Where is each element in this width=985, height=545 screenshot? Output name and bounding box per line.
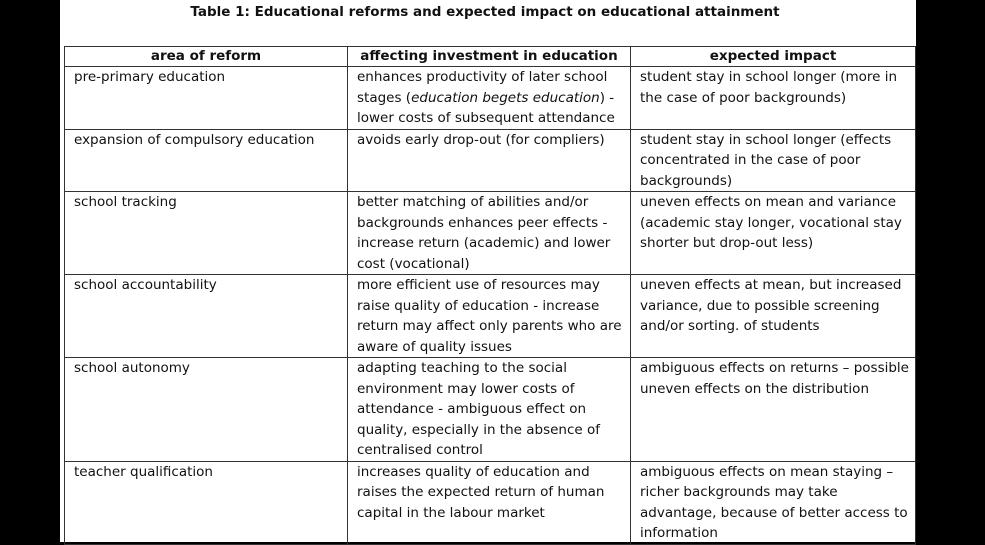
document-page bbox=[60, 0, 916, 542]
cell-impact: ambiguous effects on mean staying – richer backgrounds may take advantage, because of better access to information bbox=[631, 461, 916, 544]
cell-area: school tracking bbox=[65, 192, 348, 275]
cell-investment-italic: education begets education bbox=[411, 89, 600, 106]
cell-investment-text: enhances productivity of later school stages ( bbox=[357, 69, 608, 106]
table-header-row bbox=[65, 47, 916, 67]
cell-area: school accountability bbox=[65, 275, 348, 358]
cell-impact: student stay in school longer (effects concentrated in the case of poor backgrounds) bbox=[631, 129, 916, 192]
reforms-table bbox=[64, 46, 916, 545]
table-row bbox=[65, 461, 916, 544]
cell-investment: avoids early drop-out (for compliers) bbox=[348, 129, 631, 192]
cell-investment: more efficient use of resources may raise quality of education - increase return may affect only parents who are aware of quality issues bbox=[348, 275, 631, 358]
cell-impact: uneven effects at mean, but increased variance, due to possible screening and/or sorting. of students bbox=[631, 275, 916, 358]
table-row bbox=[65, 67, 916, 130]
table-row bbox=[65, 275, 916, 358]
cell-area: pre-primary education bbox=[65, 67, 348, 130]
table-row bbox=[65, 129, 916, 192]
table-row bbox=[65, 358, 916, 462]
cell-impact: uneven effects on mean and variance (academic stay longer, vocational stay shorter but drop-out less) bbox=[631, 192, 916, 275]
cell-impact: student stay in school longer (more in the case of poor backgrounds) bbox=[631, 67, 916, 130]
cell-investment: better matching of abilities and/or backgrounds enhances peer effects - increase return (academic) and lower cost (vocational) bbox=[348, 192, 631, 275]
cell-investment-text-end: ) - lower costs of subsequent attendance bbox=[357, 89, 615, 126]
header-area-of-reform: area of reform bbox=[65, 47, 348, 67]
cell-area: expansion of compulsory education bbox=[65, 129, 348, 192]
cell-investment: adapting teaching to the social environment may lower costs of attendance - ambiguous effect on quality, especially in the absence of centralised control bbox=[348, 358, 631, 462]
header-expected-impact: expected impact bbox=[631, 47, 916, 67]
cell-investment bbox=[348, 67, 631, 130]
cell-investment: increases quality of education and raises the expected return of human capital in the labour market bbox=[348, 461, 631, 544]
cell-impact: ambiguous effects on returns – possible uneven effects on the distribution bbox=[631, 358, 916, 462]
table-row bbox=[65, 192, 916, 275]
header-affecting-investment: affecting investment in education bbox=[348, 47, 631, 67]
table-caption: Table 1: Educational reforms and expected impact on educational attainment bbox=[190, 4, 780, 20]
cell-area: school autonomy bbox=[65, 358, 348, 462]
cell-area: teacher qualification bbox=[65, 461, 348, 544]
